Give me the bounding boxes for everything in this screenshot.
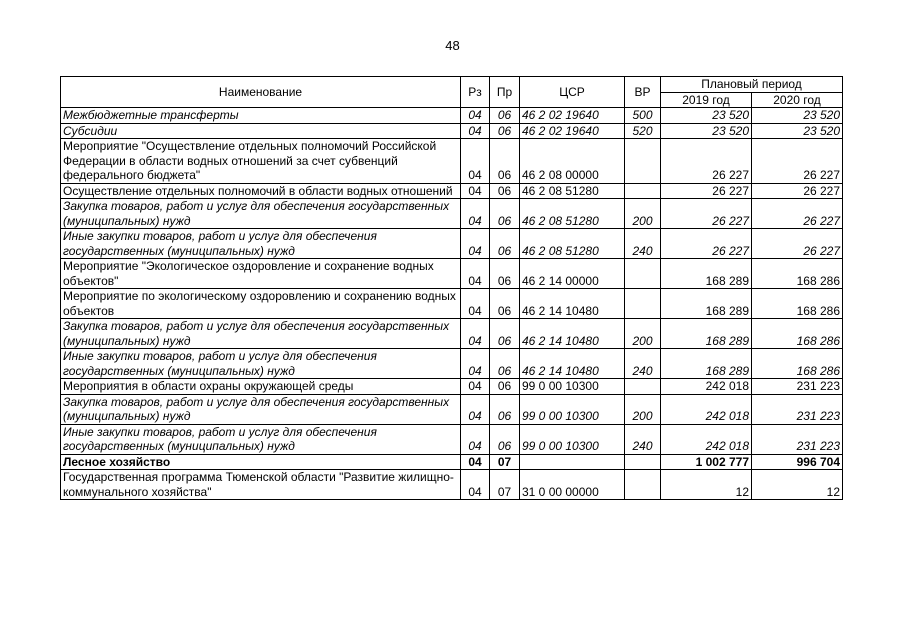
row-rz: 04: [461, 139, 490, 184]
row-rz: 04: [461, 424, 490, 454]
row-value-2019: 168 289: [661, 349, 752, 379]
row-name: Мероприятие "Осуществление отдельных полномочий Российской Федерации в области водных отношений за счет субвенций федерального бюджета": [61, 139, 461, 184]
row-vr: 200: [625, 319, 661, 349]
row-csr: [520, 454, 625, 470]
row-rz: 04: [461, 108, 490, 124]
row-pr: 07: [490, 454, 520, 470]
row-name: Закупка товаров, работ и услуг для обеспечения государственных (муниципальных) нужд: [61, 199, 461, 229]
row-value-2020: 23 520: [752, 108, 843, 124]
row-pr: 06: [490, 379, 520, 395]
row-vr: [625, 454, 661, 470]
row-pr: 06: [490, 259, 520, 289]
row-value-2020: 23 520: [752, 123, 843, 139]
row-csr: 99 0 00 10300: [520, 379, 625, 395]
table-row: [61, 319, 843, 349]
header-year-2020: 2020 год: [752, 92, 843, 108]
row-value-2020: 26 227: [752, 183, 843, 199]
row-value-2019: 23 520: [661, 123, 752, 139]
table-row: [61, 259, 843, 289]
row-name: Закупка товаров, работ и услуг для обеспечения государственных (муниципальных) нужд: [61, 394, 461, 424]
row-rz: 04: [461, 123, 490, 139]
row-name: Мероприятие "Экологическое оздоровление и сохранение водных объектов": [61, 259, 461, 289]
table-row: [61, 394, 843, 424]
header-vr: ВР: [625, 77, 661, 108]
row-csr: 46 2 08 51280: [520, 183, 625, 199]
row-value-2020: 26 227: [752, 199, 843, 229]
header-rz: Рз: [461, 77, 490, 108]
row-name: Закупка товаров, работ и услуг для обеспечения государственных (муниципальных) нужд: [61, 319, 461, 349]
header-plan-period: Плановый период: [661, 77, 843, 93]
row-vr: [625, 289, 661, 319]
row-rz: 04: [461, 183, 490, 199]
row-csr: 46 2 02 19640: [520, 123, 625, 139]
table-row: [61, 424, 843, 454]
row-csr: 46 2 08 00000: [520, 139, 625, 184]
row-value-2019: 1 002 777: [661, 454, 752, 470]
row-name: Иные закупки товаров, работ и услуг для обеспечения государственных (муниципальных) нужд: [61, 229, 461, 259]
row-value-2019: 242 018: [661, 394, 752, 424]
row-value-2020: 231 223: [752, 394, 843, 424]
row-csr: 99 0 00 10300: [520, 424, 625, 454]
table-row: [61, 139, 843, 184]
row-rz: 04: [461, 454, 490, 470]
row-name: Мероприятия в области охраны окружающей среды: [61, 379, 461, 395]
header-pr: Пр: [490, 77, 520, 108]
table-row: [61, 183, 843, 199]
table-row: [61, 289, 843, 319]
row-rz: 04: [461, 199, 490, 229]
row-value-2020: 12: [752, 470, 843, 500]
row-csr: 46 2 14 10480: [520, 319, 625, 349]
row-value-2019: 26 227: [661, 139, 752, 184]
row-value-2020: 26 227: [752, 139, 843, 184]
row-name: Осуществление отдельных полномочий в области водных отношений: [61, 183, 461, 199]
row-pr: 06: [490, 183, 520, 199]
row-rz: 04: [461, 394, 490, 424]
row-vr: 240: [625, 424, 661, 454]
table-row: [61, 108, 843, 124]
row-csr: 46 2 14 10480: [520, 289, 625, 319]
row-vr: 200: [625, 199, 661, 229]
row-pr: 07: [490, 470, 520, 500]
row-value-2019: 242 018: [661, 379, 752, 395]
page-number: 48: [445, 38, 460, 53]
row-value-2019: 12: [661, 470, 752, 500]
row-value-2020: 168 286: [752, 349, 843, 379]
row-name: Мероприятие по экологическому оздоровлению и сохранению водных объектов: [61, 289, 461, 319]
row-vr: [625, 139, 661, 184]
row-value-2020: 168 286: [752, 319, 843, 349]
row-value-2019: 168 289: [661, 289, 752, 319]
row-value-2019: 26 227: [661, 199, 752, 229]
row-pr: 06: [490, 139, 520, 184]
row-name: Лесное хозяйство: [61, 454, 461, 470]
row-vr: [625, 183, 661, 199]
row-value-2019: 26 227: [661, 229, 752, 259]
row-value-2019: 23 520: [661, 108, 752, 124]
row-value-2019: 168 289: [661, 259, 752, 289]
row-rz: 04: [461, 259, 490, 289]
row-name: Государственная программа Тюменской области "Развитие жилищно-коммунального хозяйства": [61, 470, 461, 500]
table-body: [61, 108, 843, 500]
row-pr: 06: [490, 108, 520, 124]
header-csr: ЦСР: [520, 77, 625, 108]
row-value-2020: 168 286: [752, 289, 843, 319]
row-csr: 46 2 02 19640: [520, 108, 625, 124]
row-value-2020: 231 223: [752, 424, 843, 454]
table-row: [61, 454, 843, 470]
row-vr: [625, 470, 661, 500]
row-pr: 06: [490, 289, 520, 319]
header-year-2019: 2019 год: [661, 92, 752, 108]
row-pr: 06: [490, 349, 520, 379]
row-vr: 240: [625, 229, 661, 259]
table-row: [61, 379, 843, 395]
row-value-2020: 168 286: [752, 259, 843, 289]
row-csr: 99 0 00 10300: [520, 394, 625, 424]
row-vr: 200: [625, 394, 661, 424]
row-rz: 04: [461, 319, 490, 349]
row-rz: 04: [461, 470, 490, 500]
row-name: Межбюджетные трансферты: [61, 108, 461, 124]
row-value-2020: 996 704: [752, 454, 843, 470]
row-rz: 04: [461, 379, 490, 395]
row-value-2019: 26 227: [661, 183, 752, 199]
row-pr: 06: [490, 229, 520, 259]
row-csr: 46 2 08 51280: [520, 229, 625, 259]
row-rz: 04: [461, 349, 490, 379]
row-vr: 500: [625, 108, 661, 124]
row-value-2020: 231 223: [752, 379, 843, 395]
row-csr: 46 2 08 51280: [520, 199, 625, 229]
table-row: [61, 349, 843, 379]
budget-table: [60, 76, 843, 500]
row-pr: 06: [490, 199, 520, 229]
table-row: [61, 229, 843, 259]
row-rz: 04: [461, 229, 490, 259]
table-row: [61, 470, 843, 500]
row-name: Иные закупки товаров, работ и услуг для обеспечения государственных (муниципальных) нужд: [61, 349, 461, 379]
row-csr: 46 2 14 00000: [520, 259, 625, 289]
row-csr: 31 0 00 00000: [520, 470, 625, 500]
row-rz: 04: [461, 289, 490, 319]
table-row: [61, 199, 843, 229]
row-pr: 06: [490, 123, 520, 139]
row-vr: [625, 379, 661, 395]
row-value-2019: 242 018: [661, 424, 752, 454]
row-vr: 240: [625, 349, 661, 379]
row-pr: 06: [490, 394, 520, 424]
row-vr: [625, 259, 661, 289]
row-value-2020: 26 227: [752, 229, 843, 259]
table-row: [61, 123, 843, 139]
row-name: Иные закупки товаров, работ и услуг для обеспечения государственных (муниципальных) нужд: [61, 424, 461, 454]
row-value-2019: 168 289: [661, 319, 752, 349]
row-pr: 06: [490, 424, 520, 454]
header-name: Наименование: [61, 77, 461, 108]
row-csr: 46 2 14 10480: [520, 349, 625, 379]
row-vr: 520: [625, 123, 661, 139]
row-name: Субсидии: [61, 123, 461, 139]
row-pr: 06: [490, 319, 520, 349]
